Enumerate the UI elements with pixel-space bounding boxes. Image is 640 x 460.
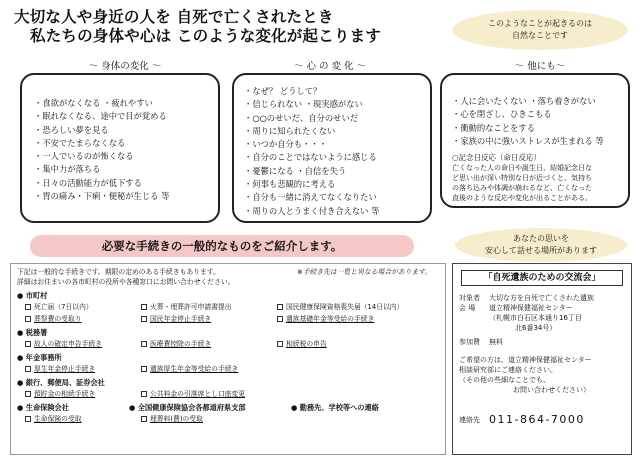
list-item: ・ 信じられない ・現実感がない <box>244 98 430 111</box>
checkbox[interactable] <box>25 341 31 347</box>
inquiry-line-1: ご希望の方は、道立精神保健福祉センター <box>459 356 592 364</box>
category-bank: ● 銀行、郵便局、証券会社 <box>17 378 105 387</box>
venue-value-1: 道立精神保健福祉センター <box>489 304 573 312</box>
list-item: ・ 不安でたまらなくなる <box>34 137 218 150</box>
procedure-item: 遺族基礎年金等受給の手続き <box>286 315 375 323</box>
contact-number: 011-864-7000 <box>489 413 585 426</box>
inquiry-line-2: 相談研究部にご連絡ください。 <box>459 366 557 374</box>
procedure-item: 厚生年金停止手続き <box>34 365 96 373</box>
fee-value: 無料 <box>489 338 503 346</box>
list-item: ・ 人に会いたくない ・落ち着きがない <box>452 95 628 108</box>
bottom-note-line-2: 安心して話せる場所があります <box>485 246 597 255</box>
checkbox[interactable] <box>141 391 147 397</box>
list-item: ・ 周りの人とうまく付き合えない 等 <box>244 205 430 218</box>
procedures-banner: 必要な手続きの一般的なものをご紹介します。 <box>30 235 414 257</box>
other-changes-heading: ～ 他にも～ <box>514 61 566 72</box>
procedures-intro-2: 詳細はお住まいの各市町村の役所や各種窓口にお問い合わせください。 <box>17 278 235 286</box>
page-title <box>14 8 381 46</box>
list-item: ・ 日々の活動能力が低下する <box>34 177 218 190</box>
meeting-box <box>452 263 632 455</box>
procedure-item: 公共料金の引落席とし口座変更 <box>150 390 246 398</box>
bottom-note-oval <box>455 228 627 262</box>
list-item: ・ いつか自分も・・・ <box>244 138 430 151</box>
checkbox[interactable] <box>25 366 31 372</box>
checkbox[interactable] <box>277 304 283 310</box>
title-line-2: 私たちの身体や心は このような変化が起こります <box>30 27 381 45</box>
checkbox[interactable] <box>141 416 147 422</box>
anniversary-line: 直後のような反応や変化が出ることがある。 <box>452 194 592 203</box>
anniversary-line: ど思い出が深い特別な日が近づくと、気持ち <box>452 174 592 183</box>
anniversary-line: 亡くなった人の命日や誕生日、結婚記念日な <box>452 164 592 173</box>
procedure-item: 生命保険の受取 <box>34 415 82 423</box>
other-changes-box <box>440 73 630 208</box>
fee-label: 参加費 <box>459 338 480 346</box>
venue-label: 会 場 <box>459 304 476 312</box>
list-item: ・ 集中力が落ちる <box>34 163 218 176</box>
list-item: ・ 衝動的なことをする <box>452 122 628 135</box>
bottom-note-line-1: あなたの思いを <box>513 234 569 243</box>
procedures-box <box>10 263 446 455</box>
list-item: ・ 心を閉ざし、ひきこもる <box>452 108 628 121</box>
procedure-item: 死亡届（7日以内） <box>34 303 93 311</box>
list-item: ・ 恐ろしい夢を見る <box>34 124 218 137</box>
procedure-item: 葬祭費の受取り <box>34 315 82 323</box>
list-item: ・ 一人でいるのが怖くなる <box>34 150 218 163</box>
checkbox[interactable] <box>141 366 147 372</box>
anniversary-reaction <box>452 153 628 203</box>
checkbox[interactable] <box>141 316 147 322</box>
meeting-title: 「自死遺族のための交流会」 <box>461 270 623 286</box>
list-item: ・ 家族の中に強いストレスが生まれる 等 <box>452 135 628 148</box>
category-city-hall: ● 市町村 <box>17 291 48 300</box>
list-item: ・ 胃の痛み・下痢・便秘が生じる 等 <box>34 190 218 203</box>
procedures-note: ※手続き先は一覧と異なる場合があります。 <box>297 268 432 276</box>
checkbox[interactable] <box>25 316 31 322</box>
venue-value-3: 北6番34号） <box>515 324 557 332</box>
list-item: ・ なぜ？ どうして？ <box>244 85 430 98</box>
list-item: ・ 食欲がなくなる ・疲れやすい <box>34 97 218 110</box>
list-item: ・ 眠れなくなる、途中で目が覚める <box>34 110 218 123</box>
list-item: ・ 周りに知られたくない <box>244 125 430 138</box>
top-note-line-1: このようなことが起きるのは <box>488 19 592 28</box>
procedures-intro-1: 下記は一般的な手続きです。期限の定めのある手続きもあります。 <box>17 268 220 276</box>
checkbox[interactable] <box>25 304 31 310</box>
checkbox[interactable] <box>277 316 283 322</box>
procedure-item: 国民年金停止手続き <box>150 315 212 323</box>
contact-label: 連絡先 <box>459 416 480 424</box>
category-tax-office: ● 税務署 <box>17 328 48 337</box>
procedure-item: 相続税の申告 <box>286 340 327 348</box>
other-changes-list <box>452 95 628 148</box>
top-note-line-2: 自然なことです <box>512 31 568 40</box>
inquiry-line-4: お問い合わせください） <box>513 386 590 394</box>
checkbox[interactable] <box>141 341 147 347</box>
checkbox[interactable] <box>277 341 283 347</box>
inquiry-line-3: （その他の些細なことでも、 <box>459 376 550 384</box>
procedure-item: 火葬・埋葬許可申請書提出 <box>150 303 232 311</box>
procedure-item: 国民健康保険資格喪失届（14日以内） <box>286 303 404 311</box>
procedure-item: 遺族厚生年金等受給の手続き <box>150 365 239 373</box>
body-changes-box <box>20 73 220 223</box>
category-life-insurance: ● 生命保険会社 <box>17 403 69 412</box>
list-item: ・ ○○のせいだ、自分のせいだ <box>244 112 430 125</box>
anniversary-title: ○記念日反応（命日反応） <box>452 153 542 163</box>
body-changes-list <box>34 97 218 203</box>
mind-changes-box <box>232 73 432 223</box>
target-value: 大切な方を自死で亡くされた遺族 <box>489 294 594 302</box>
procedure-item: 医療費控除の手続き <box>150 340 212 348</box>
category-pension-office: ● 年金事務所 <box>17 353 62 362</box>
list-item: ・ 何事も悲観的に考える <box>244 178 430 191</box>
venue-value-2: （札幌市白石区本通り16丁目 <box>489 314 582 322</box>
mind-changes-list <box>244 85 430 218</box>
procedure-item: 埋葬料(費)の受取 <box>150 415 203 423</box>
title-line-1: 大切な人や身近の人を 自死で亡くされたとき <box>14 8 334 26</box>
list-item: ・ 憂鬱になる ・自信を失う <box>244 165 430 178</box>
checkbox[interactable] <box>25 416 31 422</box>
top-note-oval <box>452 10 628 50</box>
anniversary-line: の落ち込みや体調が崩れるなど、亡くなった <box>452 184 592 193</box>
checkbox[interactable] <box>25 391 31 397</box>
procedure-item: 預貯金の相続手続き <box>34 390 96 398</box>
target-label: 対象者 <box>459 294 480 302</box>
procedure-item: 故人の確定申告手続き <box>34 340 102 348</box>
list-item: ・ 自分のことではないように感じる <box>244 151 430 164</box>
category-health-union: ● 全国健康保険協会各都道府県支部 <box>129 403 246 412</box>
category-workplace: ● 勤務先、学校等への連絡 <box>291 403 379 412</box>
list-item: ・ 自分も一緒に消えてなくなりたい <box>244 191 430 204</box>
checkbox[interactable] <box>141 304 147 310</box>
body-changes-heading: ～ 身体の変化 ～ <box>88 61 162 72</box>
mind-changes-heading: ～ 心 の 変 化 ～ <box>293 61 367 72</box>
